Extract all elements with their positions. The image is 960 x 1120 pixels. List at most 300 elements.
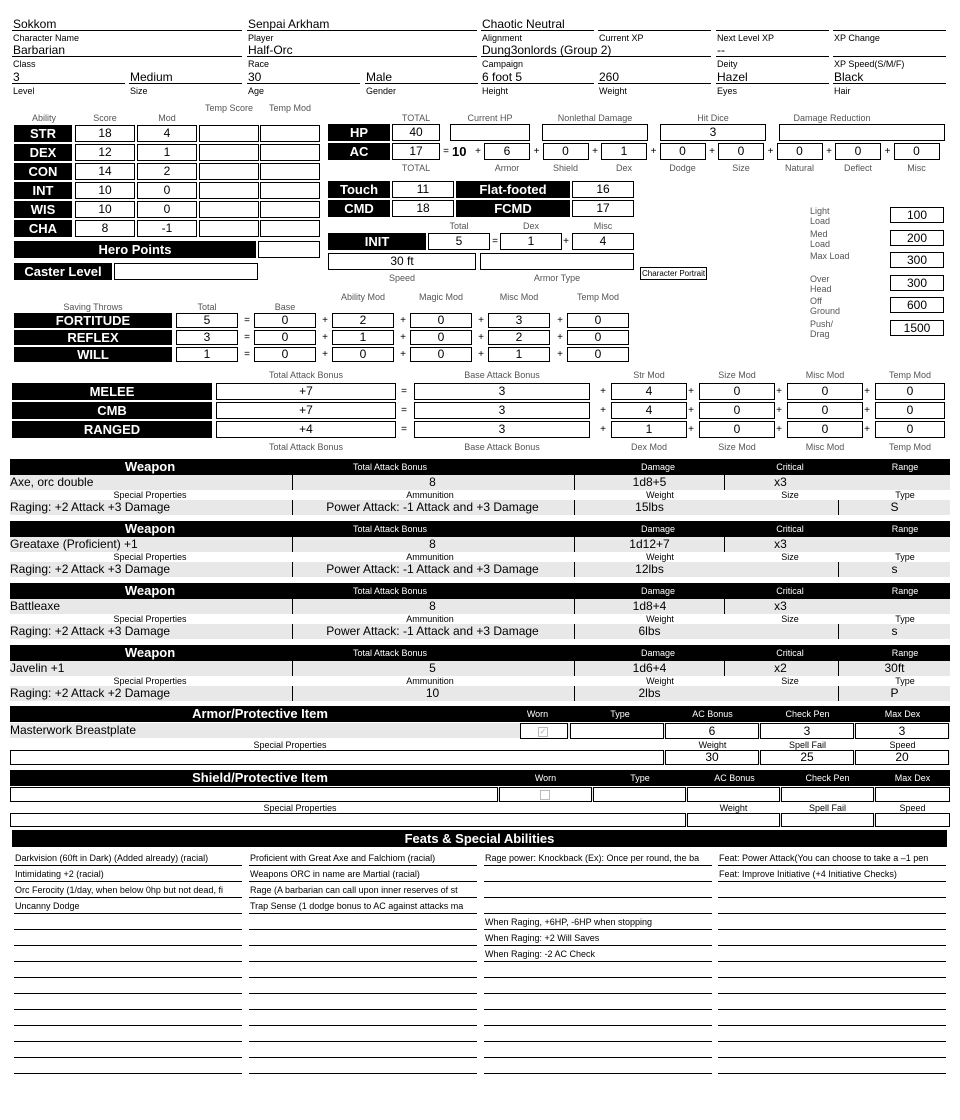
attack-size[interactable]: 0 [699, 421, 775, 438]
nonlethal-label: Nonlethal Damage [557, 113, 633, 123]
weapon-damage[interactable]: 1d8+4 [574, 599, 724, 614]
weapon-row[interactable] [10, 599, 950, 614]
feat-line [484, 961, 712, 962]
load-label: Over Head [810, 274, 832, 294]
attack-base[interactable]: 3 [414, 383, 590, 400]
init-dex[interactable]: 1 [500, 233, 562, 250]
feat-line [249, 1009, 477, 1010]
character-name-label: Character Name [13, 33, 80, 43]
ac-size-label: Size [732, 163, 750, 173]
attack-base[interactable]: 3 [414, 421, 590, 438]
ac-misc[interactable]: 0 [894, 143, 940, 160]
armor-special-input[interactable] [10, 750, 664, 765]
save-misc[interactable]: 2 [488, 330, 550, 345]
ac-deflect[interactable]: 0 [835, 143, 881, 160]
feat-line [484, 977, 712, 978]
armor-weight-value[interactable]: 30 [665, 750, 759, 765]
weapon-critical[interactable]: x3 [724, 475, 836, 490]
level-value[interactable]: 3 [13, 70, 20, 84]
feat-line [484, 1057, 712, 1058]
weapon-detail-row[interactable] [10, 500, 950, 515]
feat-line [484, 1041, 712, 1042]
ability-score[interactable]: 18 [75, 125, 135, 142]
weapon-type[interactable]: s [838, 624, 950, 639]
ability-temp-mod[interactable] [260, 182, 320, 199]
init-misc[interactable]: 4 [572, 233, 634, 250]
hero-points-input[interactable] [258, 241, 320, 258]
save-base[interactable]: 0 [254, 313, 316, 328]
ability-mod[interactable]: 0 [137, 182, 197, 199]
ability-temp-score[interactable] [199, 125, 259, 142]
feat-text[interactable]: Rage (A barbarian can call upon inner reserves of st [250, 885, 458, 895]
armor-max-dex-label: Max Dex [884, 709, 921, 719]
size-value[interactable]: Medium [130, 70, 173, 84]
save-name: FORTITUDE [14, 313, 172, 328]
ability-score[interactable]: 10 [75, 201, 135, 218]
ac-dex-label: Dex [615, 163, 632, 173]
ac-plus: + [884, 146, 891, 157]
ability-temp-mod[interactable] [260, 201, 320, 218]
load-label: Push/ Drag [810, 319, 834, 339]
feat-line [718, 929, 946, 930]
attack-ability-header-bottom: Dex Mod [630, 442, 667, 452]
weapon-name[interactable]: Battleaxe [10, 599, 61, 613]
weapon-ammunition[interactable]: Power Attack: -1 Attack and +3 Damage [292, 500, 572, 515]
feat-line [249, 913, 477, 914]
save-total[interactable]: 1 [176, 347, 238, 362]
caster-level-input[interactable] [114, 263, 258, 280]
feat-line [14, 865, 242, 866]
weapon-weapon-label: Weapon [124, 521, 176, 536]
load-value[interactable]: 100 [890, 207, 944, 223]
weapon-ammunition[interactable]: Power Attack: -1 Attack and +3 Damage [292, 562, 572, 577]
weapon-weight[interactable]: 2lbs [574, 686, 724, 701]
feat-line [718, 897, 946, 898]
size-label: Size [130, 86, 148, 96]
shield-worn-checkbox[interactable] [540, 790, 550, 800]
attack-temp[interactable]: 0 [875, 402, 945, 419]
shield-special-input[interactable] [10, 813, 686, 827]
weapon-critical-label: Critical [776, 648, 804, 658]
armor-worn-label: Worn [526, 709, 549, 719]
ability-name: DEX [14, 144, 72, 161]
shield-check-pen-input[interactable] [781, 787, 874, 802]
weapon-row[interactable] [10, 475, 950, 490]
feat-text[interactable]: When Raging, +6HP, -6HP when stopping [485, 917, 653, 927]
feat-text[interactable]: When Raging: -2 AC Check [485, 949, 596, 959]
load-value[interactable]: 600 [890, 297, 944, 313]
feat-text[interactable]: Proficient with Great Axe and Falchiom (racial) [250, 853, 436, 863]
ability-temp-score[interactable] [199, 220, 259, 237]
weapon-row[interactable] [10, 661, 950, 676]
save-temp[interactable]: 0 [567, 313, 629, 328]
shield-special-label: Special Properties [263, 803, 337, 813]
attack-ability[interactable]: 4 [611, 383, 687, 400]
save-operator: + [478, 315, 484, 326]
touch-value[interactable]: 11 [392, 181, 454, 198]
weight-value[interactable]: 260 [599, 70, 620, 84]
cmd-value[interactable]: 18 [392, 200, 454, 217]
save-operator: + [400, 315, 406, 326]
shield-worn-cell[interactable] [499, 787, 592, 802]
save-base[interactable]: 0 [254, 347, 316, 362]
shield-type-col-label: Type [630, 773, 650, 783]
feat-line [484, 913, 712, 914]
weapon-damage-label: Damage [640, 586, 676, 596]
ability-header: Ability [31, 113, 56, 123]
feat-text[interactable]: Feat: Power Attack(You can choose to take a –1 pen [719, 853, 929, 863]
save-base[interactable]: 0 [254, 330, 316, 345]
armor-spell-fail-value[interactable]: 25 [760, 750, 854, 765]
xp-speed-label: XP Speed(S/M/F) [834, 59, 905, 69]
weapon-weight[interactable]: 15lbs [574, 500, 724, 515]
ability-mod[interactable]: 4 [137, 125, 197, 142]
ability-score[interactable]: 14 [75, 163, 135, 180]
age-label: Age [248, 86, 265, 96]
save-misc[interactable]: 1 [488, 347, 550, 362]
armor-worn-checkbox[interactable]: ✓ [539, 727, 547, 736]
feat-line [14, 1057, 242, 1058]
feat-line [249, 1057, 477, 1058]
shield-spell-fail-input[interactable] [781, 813, 874, 827]
attack-misc[interactable]: 0 [787, 383, 863, 400]
weapon-attack-bonus[interactable]: 5 [292, 661, 572, 676]
age-value[interactable]: 30 [248, 70, 262, 84]
temp-score-header: Temp Score [204, 103, 254, 113]
weapon-ammo-label: Ammunition [406, 614, 454, 624]
save-operator: + [400, 332, 406, 343]
feat-text[interactable]: Rage power: Knockback (Ex): Once per round, the ba [485, 853, 700, 863]
armor-worn-cell[interactable] [520, 723, 568, 739]
ability-temp-mod[interactable] [260, 125, 320, 142]
ability-temp-score[interactable] [199, 182, 259, 199]
weapon-type[interactable]: s [838, 562, 950, 577]
next-level-xp-value[interactable]: -- [717, 43, 725, 57]
save-misc[interactable]: 3 [488, 313, 550, 328]
attack-temp-header-top: Temp Mod [888, 370, 932, 380]
ac-equals: = [443, 146, 449, 157]
alignment-value[interactable]: Chaotic Neutral [482, 17, 565, 31]
weapon-ammunition[interactable]: 10 [292, 686, 572, 701]
feat-line [249, 1073, 477, 1074]
feat-line [14, 945, 242, 946]
ac-shield-label: Shield [552, 163, 579, 173]
shield-ac-bonus-label: AC Bonus [714, 773, 755, 783]
save-ability[interactable]: 1 [332, 330, 394, 345]
weapon-detail-row[interactable] [10, 686, 950, 701]
armor-type-input[interactable] [480, 253, 634, 270]
shield-type-input[interactable] [593, 787, 686, 802]
armor-name[interactable]: Masterwork Breastplate [10, 723, 137, 737]
weapon-damage[interactable]: 1d6+4 [574, 661, 724, 676]
ability-score[interactable]: 10 [75, 182, 135, 199]
save-magic[interactable]: 0 [410, 313, 472, 328]
save-ability[interactable]: 2 [332, 313, 394, 328]
weapon-damage[interactable]: 1d8+5 [574, 475, 724, 490]
init-dex-label: Dex [522, 221, 539, 231]
save-temp[interactable]: 0 [567, 330, 629, 345]
save-total[interactable]: 3 [176, 330, 238, 345]
speed-value[interactable]: 30 ft [328, 253, 476, 270]
save-operator: + [400, 349, 406, 360]
save-temp-header: Temp Mod [576, 292, 620, 302]
hp-total-label: TOTAL [401, 113, 431, 123]
save-magic-header: Magic Mod [418, 292, 463, 302]
flat-footed-label: Flat-footed [456, 181, 570, 198]
campaign-value[interactable]: Dung3onlords (Group 2) [482, 43, 612, 57]
ac-total[interactable]: 17 [392, 143, 440, 160]
hero-points-label: Hero Points [14, 241, 256, 258]
save-misc-header: Misc Mod [499, 292, 539, 302]
attack-ability[interactable]: 4 [611, 402, 687, 419]
ac-plus: + [650, 146, 657, 157]
weapon-attack-bonus[interactable]: 8 [292, 475, 572, 490]
feat-line [14, 1041, 242, 1042]
weapon-size-label: Size [781, 614, 799, 624]
ability-temp-score[interactable] [199, 201, 259, 218]
ability-temp-mod[interactable] [260, 163, 320, 180]
weapon-range[interactable]: 30ft [838, 661, 950, 676]
save-ability-header: Ability Mod [340, 292, 385, 302]
feat-line [14, 977, 242, 978]
weapon-name[interactable]: Axe, orc double [10, 475, 94, 489]
feat-line [718, 945, 946, 946]
damage-reduction-input[interactable] [779, 124, 945, 141]
alignment-label: Alignment [482, 33, 523, 43]
save-name: WILL [14, 347, 172, 362]
weapon-name[interactable]: Greataxe (Proficient) +1 [10, 537, 138, 551]
hp-total[interactable]: 40 [392, 124, 440, 141]
caster-level-label: Caster Level [14, 263, 112, 280]
armor-weight-label: Weight [698, 740, 727, 750]
nonlethal-input[interactable] [542, 124, 648, 141]
weapon-damage[interactable]: 1d12+7 [574, 537, 724, 552]
ac-deflect-label: Deflect [843, 163, 872, 173]
ac-dex[interactable]: 1 [601, 143, 647, 160]
feat-line [484, 881, 712, 882]
feat-text[interactable]: Weapons ORC in name are Martial (racial) [250, 869, 420, 879]
feat-text[interactable]: Feat: Improve Initiative (+4 Initiative Checks) [719, 869, 897, 879]
save-magic[interactable]: 0 [410, 330, 472, 345]
weapon-size-label: Size [781, 552, 799, 562]
ability-temp-score[interactable] [199, 144, 259, 161]
ac-dodge-label: Dodge [669, 163, 696, 173]
weapon-tab-label: Total Attack Bonus [352, 524, 428, 534]
weapon-range-label: Range [891, 586, 919, 596]
race-value[interactable]: Half-Orc [248, 43, 293, 57]
weapon-type-label: Type [895, 490, 915, 500]
weapon-weapon-label: Weapon [124, 583, 176, 598]
weapon-critical-label: Critical [776, 462, 804, 472]
shield-weight-input[interactable] [687, 813, 780, 827]
feat-line [718, 865, 946, 866]
weapon-special[interactable]: Raging: +2 Attack +2 Damage [10, 686, 171, 700]
player-value[interactable]: Senpai Arkham [248, 17, 330, 31]
ac-plus: + [533, 146, 540, 157]
load-label: Med Load [810, 229, 831, 249]
character-portrait-placeholder[interactable]: Character Portrait [642, 269, 706, 278]
weapon-attack-bonus[interactable]: 8 [292, 537, 572, 552]
weapon-header-bar [10, 645, 950, 661]
weapon-weight[interactable]: 12lbs [574, 562, 724, 577]
save-operator: + [478, 349, 484, 360]
armor-ac-bonus-value[interactable]: 6 [665, 723, 759, 739]
load-label: Off Ground [810, 296, 841, 316]
armor-check-pen-value[interactable]: 3 [760, 723, 854, 739]
ability-temp-score[interactable] [199, 163, 259, 180]
feat-text[interactable]: Intimidating +2 (racial) [15, 869, 104, 879]
ability-score[interactable]: 12 [75, 144, 135, 161]
class-value[interactable]: Barbarian [13, 43, 66, 57]
feat-text[interactable]: Darkvision (60ft in Dark) (Added already) (racial) [15, 853, 209, 863]
feat-line [14, 897, 242, 898]
save-total[interactable]: 5 [176, 313, 238, 328]
weapon-tab-label: Total Attack Bonus [352, 648, 428, 658]
shield-speed-input[interactable] [875, 813, 950, 827]
feat-line [249, 865, 477, 866]
weapon-name[interactable]: Javelin +1 [10, 661, 65, 675]
attack-ability[interactable]: 1 [611, 421, 687, 438]
attack-misc[interactable]: 0 [787, 402, 863, 419]
attack-total[interactable]: +7 [216, 402, 396, 419]
weapon-critical[interactable]: x3 [724, 599, 836, 614]
weapon-attack-bonus[interactable]: 8 [292, 599, 572, 614]
character-name-value[interactable]: Sokkom [13, 17, 57, 31]
attack-size[interactable]: 0 [699, 402, 775, 419]
save-operator: + [557, 315, 563, 326]
ability-mod[interactable]: -1 [137, 220, 197, 237]
current-hp-input[interactable] [450, 124, 530, 141]
attack-size[interactable]: 0 [699, 383, 775, 400]
shield-name-input[interactable] [10, 787, 498, 802]
touch-label: Touch [328, 181, 390, 198]
feat-line [718, 1057, 946, 1058]
save-operator: + [322, 315, 328, 326]
ac-shield[interactable]: 0 [543, 143, 589, 160]
feat-text[interactable]: Trap Sense (1 dodge bonus to AC against attacks ma [250, 901, 464, 911]
save-operator: + [322, 349, 328, 360]
armor-type-input[interactable] [570, 723, 664, 739]
attack-temp[interactable]: 0 [875, 383, 945, 400]
ability-temp-mod[interactable] [260, 220, 320, 237]
weapon-damage-label: Damage [640, 462, 676, 472]
weapon-detail-row[interactable] [10, 562, 950, 577]
armor-max-dex-value[interactable]: 3 [855, 723, 949, 739]
feat-text[interactable]: When Raging: +2 Will Saves [485, 933, 600, 943]
ac-natural[interactable]: 0 [777, 143, 823, 160]
weapon-range-label: Range [891, 462, 919, 472]
save-magic[interactable]: 0 [410, 347, 472, 362]
weapon-ammunition[interactable]: Power Attack: -1 Attack and +3 Damage [292, 624, 572, 639]
save-operator: + [557, 349, 563, 360]
init-misc-label: Misc [593, 221, 613, 231]
ac-base: 10 [452, 144, 467, 159]
fcmd-value[interactable]: 17 [572, 200, 634, 217]
hit-dice-value[interactable]: 3 [660, 124, 766, 141]
save-temp[interactable]: 0 [567, 347, 629, 362]
height-label: Height [482, 86, 509, 96]
weapon-special-label: Special Properties [113, 552, 187, 562]
feat-line [484, 929, 712, 930]
shield-worn-label: Worn [534, 773, 557, 783]
ability-mod[interactable]: 0 [137, 201, 197, 218]
shield-ac-bonus-input[interactable] [687, 787, 780, 802]
ability-mod[interactable]: 2 [137, 163, 197, 180]
armor-type-label: Armor Type [533, 273, 581, 283]
flat-footed-value[interactable]: 16 [572, 181, 634, 198]
save-total-header: Total [197, 302, 217, 312]
score-header: Score [93, 113, 117, 123]
feat-line [14, 993, 242, 994]
weapon-critical[interactable]: x2 [724, 661, 836, 676]
height-value[interactable]: 6 foot 5 [482, 70, 523, 84]
ac-size[interactable]: 0 [718, 143, 764, 160]
feat-text[interactable]: Orc Ferocity (1/day, when below 0hp but not dead, fi [15, 885, 223, 895]
ac-natural-label: Natural [784, 163, 814, 173]
shield-max-dex-label: Max Dex [894, 773, 931, 783]
ac-dodge[interactable]: 0 [660, 143, 706, 160]
attack-misc[interactable]: 0 [787, 421, 863, 438]
weapon-special[interactable]: Raging: +2 Attack +3 Damage [10, 624, 171, 638]
gender-value[interactable]: Male [366, 70, 393, 84]
armor-speed-value[interactable]: 20 [855, 750, 949, 765]
init-total[interactable]: 5 [428, 233, 490, 250]
armor-spell-fail-label: Spell Fail [788, 740, 826, 750]
attack-total[interactable]: +7 [216, 383, 396, 400]
level-label: Level [13, 86, 35, 96]
ability-mod[interactable]: 1 [137, 144, 197, 161]
load-label: Max Load [810, 251, 850, 261]
save-operator: = [244, 332, 250, 343]
weapon-damage-label: Damage [640, 524, 676, 534]
hair-value[interactable]: Black [834, 70, 864, 84]
load-value[interactable]: 300 [890, 252, 944, 268]
weapon-critical[interactable]: x3 [724, 537, 836, 552]
weapon-weight[interactable]: 6lbs [574, 624, 724, 639]
weapon-special[interactable]: Raging: +2 Attack +3 Damage [10, 562, 171, 576]
shield-max-dex-input[interactable] [875, 787, 950, 802]
weapon-row[interactable] [10, 537, 950, 552]
weapon-type[interactable]: P [838, 686, 950, 701]
save-ability[interactable]: 0 [332, 347, 394, 362]
weapon-weight-label: Weight [646, 490, 674, 500]
weapon-weight-label: Weight [646, 614, 674, 624]
load-value[interactable]: 300 [890, 275, 944, 291]
load-value[interactable]: 200 [890, 230, 944, 246]
class-label: Class [13, 59, 36, 69]
attack-total[interactable]: +4 [216, 421, 396, 438]
feat-line [249, 1041, 477, 1042]
feat-line [14, 881, 242, 882]
weapon-critical-label: Critical [776, 586, 804, 596]
shield-spell-fail-label: Spell Fail [808, 803, 846, 813]
ability-score[interactable]: 8 [75, 220, 135, 237]
attack-temp[interactable]: 0 [875, 421, 945, 438]
init-label: INIT [328, 233, 426, 250]
ability-temp-mod[interactable] [260, 144, 320, 161]
ac-armor[interactable]: 6 [484, 143, 530, 160]
save-operator: = [244, 315, 250, 326]
feat-line [484, 1009, 712, 1010]
weapon-ammo-label: Ammunition [406, 552, 454, 562]
feat-text[interactable]: Uncanny Dodge [15, 901, 80, 911]
attack-base[interactable]: 3 [414, 402, 590, 419]
eyes-value[interactable]: Hazel [717, 70, 748, 84]
weapon-detail-row[interactable] [10, 624, 950, 639]
load-value[interactable]: 1500 [890, 320, 944, 336]
weapon-type[interactable]: S [838, 500, 950, 515]
weapon-special[interactable]: Raging: +2 Attack +3 Damage [10, 500, 171, 514]
